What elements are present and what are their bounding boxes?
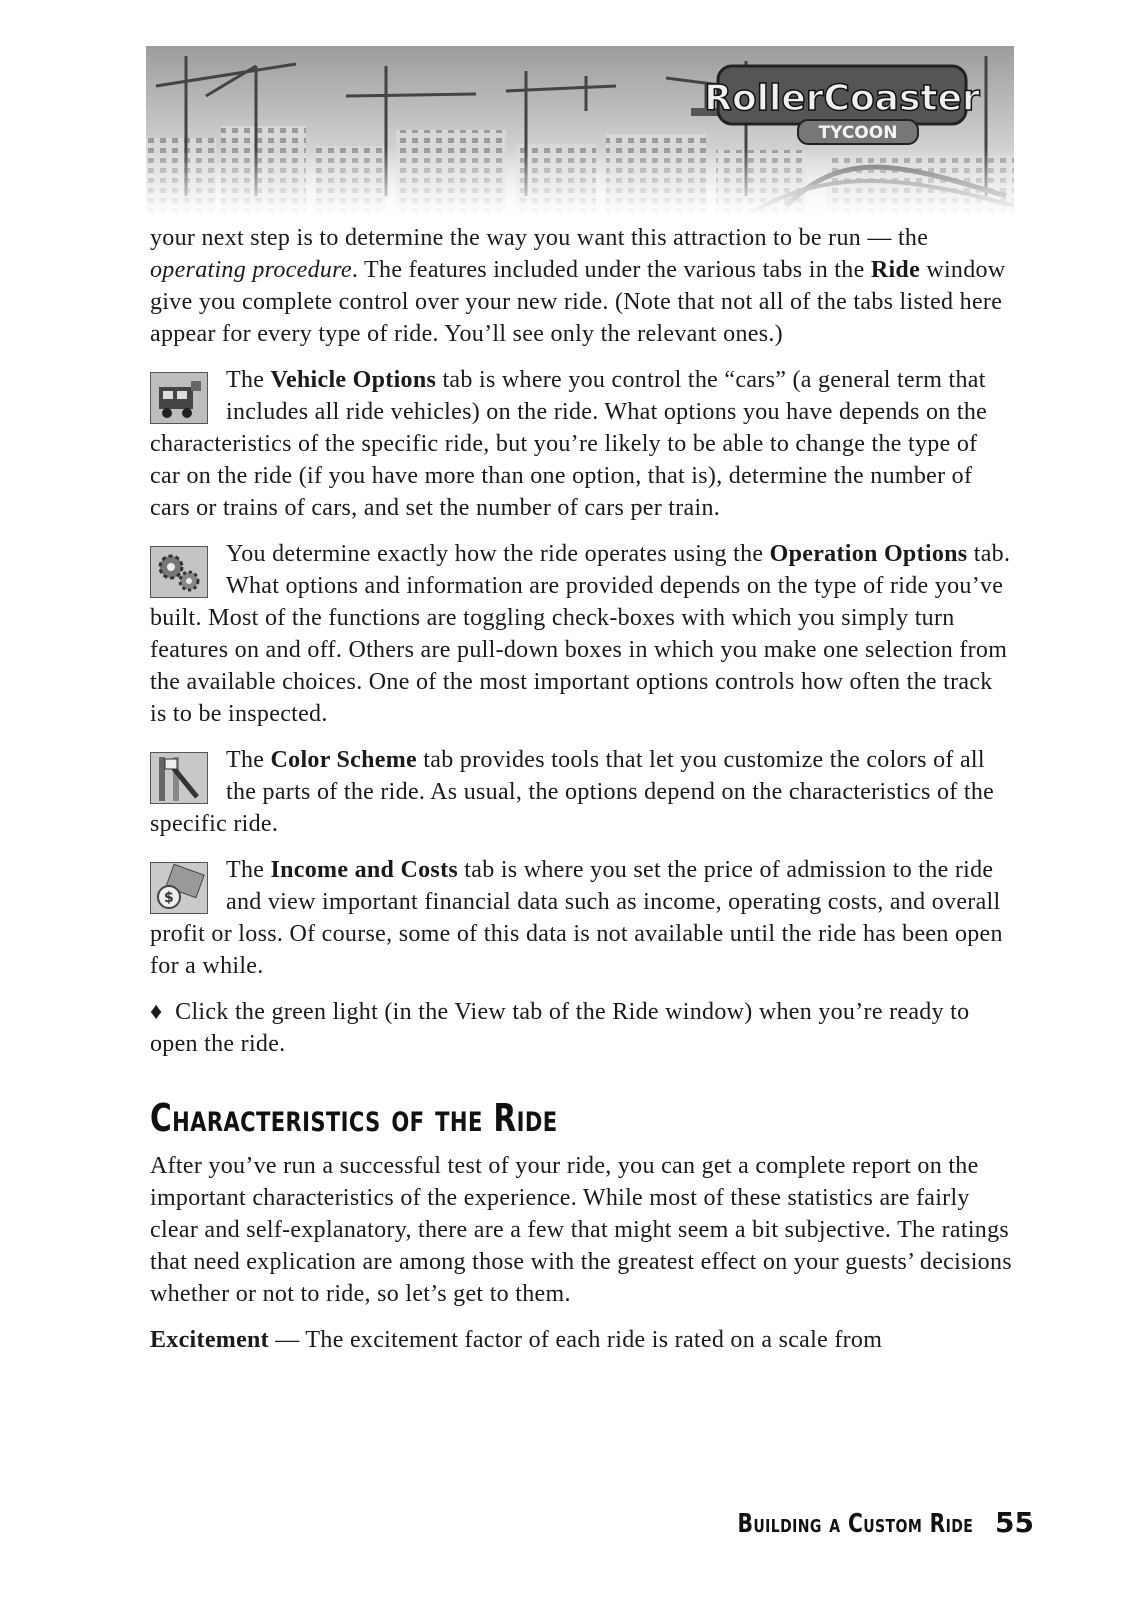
paintbrush-icon: [150, 752, 208, 804]
intro-paragraph: [150, 222, 1012, 350]
green-light-tip: [150, 996, 1012, 1060]
header-banner: [146, 46, 1014, 216]
color-scheme-text: tab provides tools that let you customize the colors of all the parts of the ride. As usual, the options depend on the characteristics of the specific ride.: [150, 747, 995, 837]
intro-text-b: . The features included under the various tabs in the: [351, 257, 871, 283]
income-costs-title: Income and Costs: [270, 857, 458, 883]
diamond-bullet-icon: ♦: [150, 999, 163, 1025]
intro-text-c: window give you complete control over your new ride. (Note that not all of the tabs listed here appear for every type of ride. You’ll see only the relevant ones.): [150, 257, 1006, 347]
color-scheme-title: Color Scheme: [270, 747, 417, 773]
gears-icon: [150, 546, 208, 598]
svg-text:$: $: [163, 890, 175, 906]
intro-text-a: your next step is to determine the way you want this attraction to be run — the: [150, 225, 929, 251]
chapter-title: Building a Custom Ride: [737, 1509, 974, 1539]
vehicle-options-title: Vehicle Options: [270, 367, 437, 393]
operation-options-title: Operation Options: [769, 541, 968, 567]
intro-emphasis: operating procedure: [150, 257, 352, 283]
tip-text: Click the green light (in the View tab of the Ride window) when you’re ready to open the ride.: [150, 999, 970, 1057]
svg-text:TYCOON: TYCOON: [818, 123, 898, 143]
page-number: 55: [995, 1506, 1034, 1539]
vehicle-options-paragraph: [150, 364, 1012, 524]
operation-options-pre: You determine exactly how the ride operates using the: [226, 541, 770, 567]
section-heading: Characteristics of the Ride: [150, 1096, 558, 1140]
vehicle-icon: [150, 372, 208, 424]
income-costs-text: tab is where you set the price of admission to the ride and view important financial data such as income, operating costs, and overall profit or loss. Of course, some of this data is not available until the ride has been open for a while.: [150, 857, 1003, 979]
excitement-paragraph: [150, 1324, 1012, 1356]
page-footer: [671, 1506, 1034, 1539]
operation-options-paragraph: [150, 538, 1012, 730]
vehicle-options-pre: The: [226, 367, 271, 393]
color-scheme-paragraph: [150, 744, 1012, 840]
svg-text:RollerCoaster: RollerCoaster: [704, 78, 980, 119]
excitement-text: — The excitement factor of each ride is rated on a scale from: [268, 1327, 883, 1353]
money-icon: [150, 862, 208, 914]
intro-bold-ride: Ride: [870, 257, 921, 283]
construction-cranes-illustration: [146, 46, 1014, 216]
operation-options-text: tab. What options and information are provided depends on the type of ride you’ve built. Most of the functions are toggling check-boxes with which you simply turn features on and off. Others are pull-down boxes in which you make one selection from the available choices. One of the most important options controls how often the track is to be inspected.: [150, 541, 1011, 727]
vehicle-options-text: tab is where you control the “cars” (a general term that includes all ride vehicles) on the ride. What options you have depends on the characteristics of the specific ride, but you’re likely to be able to change the type of car on the ride (if you have more than one option, that is), determine the number of cars or trains of cars, and set the number of cars per train.: [150, 367, 988, 521]
income-costs-paragraph: [150, 854, 1012, 982]
characteristics-paragraph: After you’ve run a successful test of your ride, you can get a complete report on the important characteristics of the experience. While most of these statistics are fairly clear and self-explanatory, there are a few that might seem a bit subjective. The ratings that need explication are among those with the greatest effect on your guests’ decisions whether or not to ride, so let’s get to them.: [150, 1153, 1012, 1307]
excitement-term: Excitement: [150, 1327, 269, 1353]
page-body: [150, 222, 1012, 1370]
income-costs-pre: The: [226, 857, 271, 883]
color-scheme-pre: The: [226, 747, 271, 773]
